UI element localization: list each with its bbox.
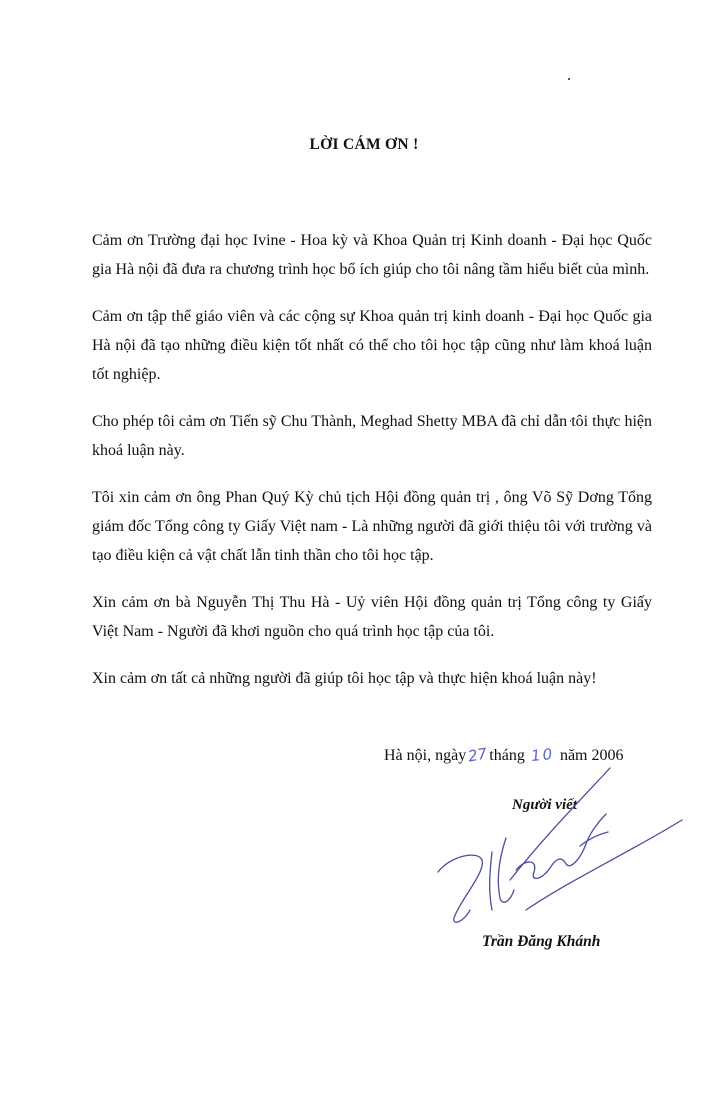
paragraph-3: Cho phép tôi cảm ơn Tiến sỹ Chu Thành, Meghad Shetty MBA đã chỉ dẫn tôi thực hiện khoá luận này. — [92, 413, 652, 459]
handwritten-day: 27 — [466, 744, 489, 766]
writer-label: Người viết — [512, 797, 577, 813]
paragraph-4: Tôi xin cảm ơn ông Phan Quý Kỳ chủ tịch Hội đồng quản trị , ông Võ Sỹ Dơng Tổng giám đốc Tổng công ty Giấy Việt nam - Là những người đã giới thiệu tôi với trường và tạo điều kiện cả vật chất lẫn tinh thần cho tôi học tập. — [92, 489, 652, 564]
dateline-year: 2006 — [591, 747, 624, 764]
handwritten-month: 10 — [529, 744, 555, 766]
dateline-month-label: tháng — [489, 747, 525, 764]
letter-body — [92, 226, 652, 711]
paragraph-6: Xin cảm ơn tất cả những người đã giúp tôi học tập và thực hiện khoá luận này! — [92, 670, 597, 687]
handwritten-signature — [430, 760, 690, 930]
paragraph-1: Cảm ơn Trường đại học Ivine - Hoa kỳ và Khoa Quản trị Kinh doanh - Đại học Quốc gia Hà nội đã đưa ra chương trình học bổ ích giúp cho tôi nâng tầm hiểu biết của mình. — [92, 232, 652, 278]
paragraph-5: Xin cảm ơn bà Nguyễn Thị Thu Hà - Uỷ viên Hội đồng quản trị Tổng công ty Giấy Việt Nam - Người đã khơi nguồn cho quá trình học tập của tôi. — [92, 594, 652, 640]
dateline-prefix: Hà nội, ngày — [384, 747, 467, 764]
scan-speck — [568, 78, 570, 80]
paragraph-2: Cảm ơn tập thể giáo viên và các cộng sự Khoa quản trị kinh doanh - Đại học Quốc gia Hà nội đã tạo những điều kiện tốt nhất có thể cho tôi học tập cũng như làm khoá luận tốt nghiệp. — [92, 308, 652, 383]
dateline-year-label: năm — [559, 747, 588, 764]
page-title: LỜI CÁM ƠN ! — [309, 136, 419, 153]
signer-name: Trần Đăng Khánh — [482, 933, 601, 950]
